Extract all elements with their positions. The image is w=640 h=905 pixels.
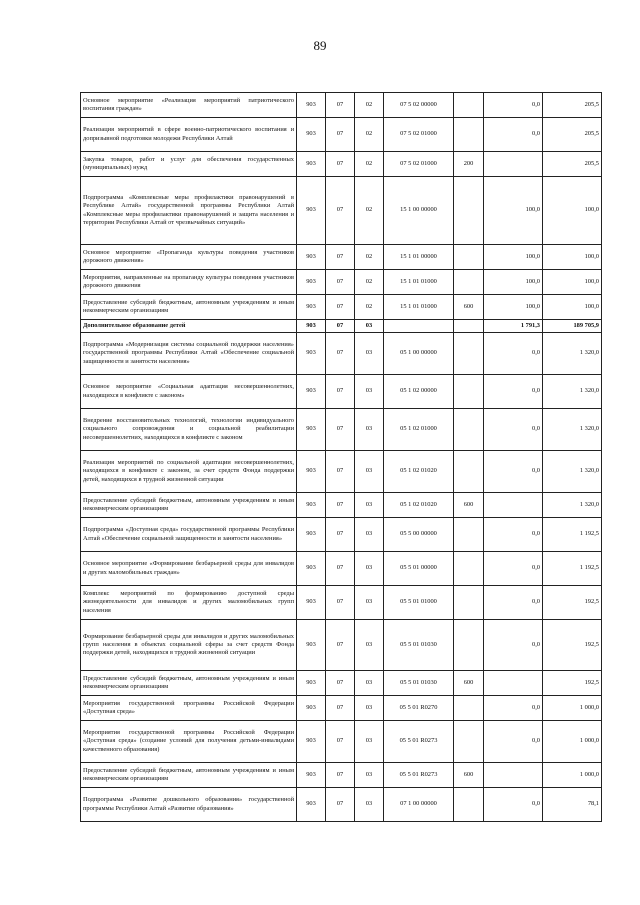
table-row [81,451,602,493]
cell-target-article: 15 1 00 00000 [384,177,454,245]
table-row [81,409,602,451]
cell-sum-1: 0,0 [484,721,543,763]
cell-expense-type [454,93,484,118]
table-row [81,721,602,763]
page-number: 89 [313,38,327,53]
cell-name: Формирование безбарьерной среды для инвалидов и других маломобильных групп населения в объектах социальной сферы за счет средств Фонда поддержки детей, находящихся в трудной жизненной ситуации [81,620,297,671]
cell-subsection: 03 [355,320,384,333]
cell-section: 07 [326,177,355,245]
cell-sum-1: 0,0 [484,788,543,822]
table-row [81,620,602,671]
cell-sum-1: 0,0 [484,93,543,118]
cell-sum-1: 100,0 [484,245,543,270]
cell-expense-type [454,552,484,586]
table-row [81,671,602,696]
cell-grbs: 903 [297,270,326,295]
cell-sum-2: 100,0 [543,270,602,295]
cell-name: Подпрограмма «Развитие дошкольного образования» государственной программы Республики Алтай «Развитие образования» [81,788,297,822]
cell-sum-2: 1 192,5 [543,518,602,552]
cell-expense-type: 600 [454,763,484,788]
cell-section: 07 [326,152,355,177]
cell-name: Мероприятия государственной программы Российской Федерации «Доступная среда» [81,696,297,721]
cell-grbs: 903 [297,320,326,333]
cell-subsection: 03 [355,763,384,788]
cell-sum-1: 100,0 [484,270,543,295]
cell-sum-1: 0,0 [484,409,543,451]
cell-sum-1: 0,0 [484,518,543,552]
cell-expense-type [454,320,484,333]
cell-section: 07 [326,586,355,620]
table-body [81,93,602,822]
table-row [81,552,602,586]
cell-target-article: 07 1 00 00000 [384,788,454,822]
cell-subsection: 03 [355,620,384,671]
cell-sum-1: 0,0 [484,451,543,493]
cell-section: 07 [326,320,355,333]
cell-target-article: 15 1 01 01000 [384,270,454,295]
cell-section: 07 [326,409,355,451]
table-row [81,320,602,333]
cell-grbs: 903 [297,295,326,320]
cell-expense-type [454,118,484,152]
table-row [81,375,602,409]
cell-subsection: 03 [355,696,384,721]
cell-target-article: 05 1 00 00000 [384,333,454,375]
cell-section: 07 [326,245,355,270]
cell-name: Предоставление субсидий бюджетным, автономным учреждениям и иным некоммерческим организациям [81,295,297,320]
cell-grbs: 903 [297,451,326,493]
cell-grbs: 903 [297,333,326,375]
cell-name: Предоставление субсидий бюджетным, автономным учреждениям и иным некоммерческим организациям [81,671,297,696]
cell-target-article: 05 5 01 R0270 [384,696,454,721]
cell-grbs: 903 [297,620,326,671]
cell-expense-type [454,270,484,295]
cell-grbs: 903 [297,671,326,696]
cell-expense-type [454,177,484,245]
cell-section: 07 [326,93,355,118]
cell-name: Основное мероприятие «Реализация мероприятий патриотического воспитания граждан» [81,93,297,118]
cell-subsection: 03 [355,721,384,763]
cell-name: Основное мероприятие «Пропаганда культуры поведения участников дорожного движения» [81,245,297,270]
cell-section: 07 [326,788,355,822]
cell-target-article: 05 5 01 R0273 [384,763,454,788]
cell-sum-2: 192,5 [543,620,602,671]
cell-sum-2: 205,5 [543,118,602,152]
cell-expense-type [454,696,484,721]
table-row [81,118,602,152]
table-row [81,518,602,552]
table-row [81,245,602,270]
cell-expense-type [454,333,484,375]
cell-sum-2: 100,0 [543,245,602,270]
cell-target-article: 05 5 01 00000 [384,552,454,586]
cell-name: Закупка товаров, работ и услуг для обеспечения государственных (муниципальных) нужд [81,152,297,177]
cell-section: 07 [326,518,355,552]
cell-expense-type [454,586,484,620]
table-row [81,763,602,788]
cell-sum-2: 189 705,9 [543,320,602,333]
table-row [81,270,602,295]
cell-sum-2: 1 320,0 [543,333,602,375]
cell-grbs: 903 [297,721,326,763]
cell-expense-type [454,409,484,451]
cell-grbs: 903 [297,245,326,270]
cell-grbs: 903 [297,375,326,409]
cell-target-article: 07 5 02 00000 [384,93,454,118]
budget-table [80,92,602,822]
cell-name: Внедрение восстановительных технологий, технологии индивидуального социального сопровождения и социальной реабилитации несовершеннолетних, находящихся в конфликте с законом [81,409,297,451]
cell-subsection: 02 [355,295,384,320]
cell-subsection: 03 [355,552,384,586]
cell-sum-1: 100,0 [484,177,543,245]
cell-subsection: 02 [355,245,384,270]
cell-sum-1: 0,0 [484,696,543,721]
table-row [81,493,602,518]
cell-grbs: 903 [297,493,326,518]
cell-name: Подпрограмма «Модернизация системы социальной поддержки населения» государственной программы Республики Алтай «Обеспечение социальной защищенности и занятости населения» [81,333,297,375]
cell-sum-2: 1 000,0 [543,696,602,721]
cell-grbs: 903 [297,552,326,586]
cell-sum-2: 205,5 [543,152,602,177]
cell-subsection: 02 [355,177,384,245]
cell-target-article: 05 1 02 01020 [384,493,454,518]
cell-expense-type [454,721,484,763]
cell-grbs: 903 [297,696,326,721]
cell-sum-2: 78,1 [543,788,602,822]
cell-target-article: 05 5 01 01030 [384,620,454,671]
cell-expense-type: 600 [454,295,484,320]
cell-expense-type: 200 [454,152,484,177]
cell-name: Мероприятия, направленные на пропаганду культуры поведения участников дорожного движения [81,270,297,295]
table-row [81,333,602,375]
cell-expense-type [454,620,484,671]
cell-sum-2: 192,5 [543,586,602,620]
cell-grbs: 903 [297,763,326,788]
cell-section: 07 [326,295,355,320]
cell-target-article: 15 1 01 01000 [384,295,454,320]
cell-sum-2: 1 320,0 [543,493,602,518]
cell-sum-2: 1 000,0 [543,721,602,763]
cell-section: 07 [326,552,355,586]
cell-subsection: 02 [355,152,384,177]
cell-name: Комплекс мероприятий по формированию доступной среды жизнедеятельности для инвалидов и других маломобильных групп населения [81,586,297,620]
cell-grbs: 903 [297,409,326,451]
cell-subsection: 03 [355,586,384,620]
cell-name: Реализация мероприятий в сфере военно-патриотического воспитания и допризывной подготовки молодежи Республики Алтай [81,118,297,152]
cell-subsection: 03 [355,788,384,822]
cell-subsection: 02 [355,270,384,295]
cell-expense-type [454,788,484,822]
cell-section: 07 [326,696,355,721]
cell-subsection: 02 [355,118,384,152]
cell-name: Дополнительное образование детей [81,320,297,333]
cell-sum-1: 1 791,3 [484,320,543,333]
cell-section: 07 [326,375,355,409]
cell-target-article: 05 1 02 01000 [384,409,454,451]
cell-name: Подпрограмма «Комплексные меры профилактики правонарушений в Республике Алтай» государственной программы Республики Алтай «Комплексные меры профилактики правонарушений и защита населения и территории Республики Алтай от чрезвычайных ситуаций» [81,177,297,245]
cell-sum-1: 0,0 [484,375,543,409]
cell-expense-type [454,518,484,552]
cell-expense-type [454,245,484,270]
cell-name: Предоставление субсидий бюджетным, автономным учреждениям и иным некоммерческим организациям [81,493,297,518]
cell-target-article: 07 5 02 01000 [384,118,454,152]
cell-subsection: 02 [355,93,384,118]
cell-grbs: 903 [297,586,326,620]
cell-section: 07 [326,333,355,375]
table-row [81,586,602,620]
cell-name: Предоставление субсидий бюджетным, автономным учреждениям и иным некоммерческим организациям [81,763,297,788]
cell-subsection: 03 [355,451,384,493]
cell-section: 07 [326,270,355,295]
cell-grbs: 903 [297,177,326,245]
table-row [81,295,602,320]
cell-name: Мероприятия государственной программы Российской Федерации «Доступная среда» (создание условий для получения детьми-инвалидами качественного образования) [81,721,297,763]
cell-sum-1: 0,0 [484,552,543,586]
cell-expense-type [454,375,484,409]
cell-sum-1 [484,671,543,696]
cell-name: Реализация мероприятий по социальной адаптации несовершеннолетних, находящихся в конфликте с законом, за счет средств Фонда поддержки детей, находящихся в трудной жизненной ситуации [81,451,297,493]
cell-grbs: 903 [297,93,326,118]
cell-sum-2: 100,0 [543,295,602,320]
cell-section: 07 [326,118,355,152]
cell-sum-1 [484,763,543,788]
cell-name: Основное мероприятие «Формирование безбарьерной среды для инвалидов и других маломобильных граждан» [81,552,297,586]
table-row [81,152,602,177]
cell-section: 07 [326,493,355,518]
table-row [81,788,602,822]
cell-sum-1 [484,493,543,518]
table-row [81,93,602,118]
cell-name: Подпрограмма «Доступная среда» государственной программы Республики Алтай «Обеспечение социальной защищенности и занятости населения» [81,518,297,552]
cell-sum-2: 100,0 [543,177,602,245]
cell-sum-2: 1 000,0 [543,763,602,788]
cell-sum-1: 0,0 [484,333,543,375]
cell-sum-2: 1 320,0 [543,375,602,409]
cell-target-article: 05 1 02 01020 [384,451,454,493]
cell-subsection: 03 [355,518,384,552]
cell-subsection: 03 [355,671,384,696]
cell-sum-2: 192,5 [543,671,602,696]
cell-sum-1: 100,0 [484,295,543,320]
cell-section: 07 [326,763,355,788]
cell-section: 07 [326,671,355,696]
cell-grbs: 903 [297,118,326,152]
cell-target-article: 05 5 01 01000 [384,586,454,620]
cell-section: 07 [326,721,355,763]
cell-sum-1: 0,0 [484,118,543,152]
cell-subsection: 03 [355,409,384,451]
cell-target-article: 05 5 01 01030 [384,671,454,696]
cell-subsection: 03 [355,493,384,518]
cell-target-article: 05 1 02 00000 [384,375,454,409]
cell-section: 07 [326,620,355,671]
cell-expense-type [454,451,484,493]
cell-target-article [384,320,454,333]
cell-grbs: 903 [297,518,326,552]
cell-name: Основное мероприятие «Социальная адаптация несовершеннолетних, находящихся в конфликте с законом» [81,375,297,409]
cell-expense-type: 600 [454,671,484,696]
table-row [81,696,602,721]
cell-grbs: 903 [297,152,326,177]
cell-expense-type: 600 [454,493,484,518]
cell-section: 07 [326,451,355,493]
cell-subsection: 03 [355,375,384,409]
cell-sum-2: 1 192,5 [543,552,602,586]
cell-sum-2: 1 320,0 [543,409,602,451]
cell-target-article: 05 5 00 00000 [384,518,454,552]
cell-sum-1: 0,0 [484,620,543,671]
cell-sum-2: 205,5 [543,93,602,118]
cell-sum-1 [484,152,543,177]
cell-grbs: 903 [297,788,326,822]
cell-target-article: 05 5 01 R0273 [384,721,454,763]
cell-target-article: 07 5 02 01000 [384,152,454,177]
cell-subsection: 03 [355,333,384,375]
table-row [81,177,602,245]
cell-sum-1: 0,0 [484,586,543,620]
cell-sum-2: 1 320,0 [543,451,602,493]
cell-target-article: 15 1 01 00000 [384,245,454,270]
